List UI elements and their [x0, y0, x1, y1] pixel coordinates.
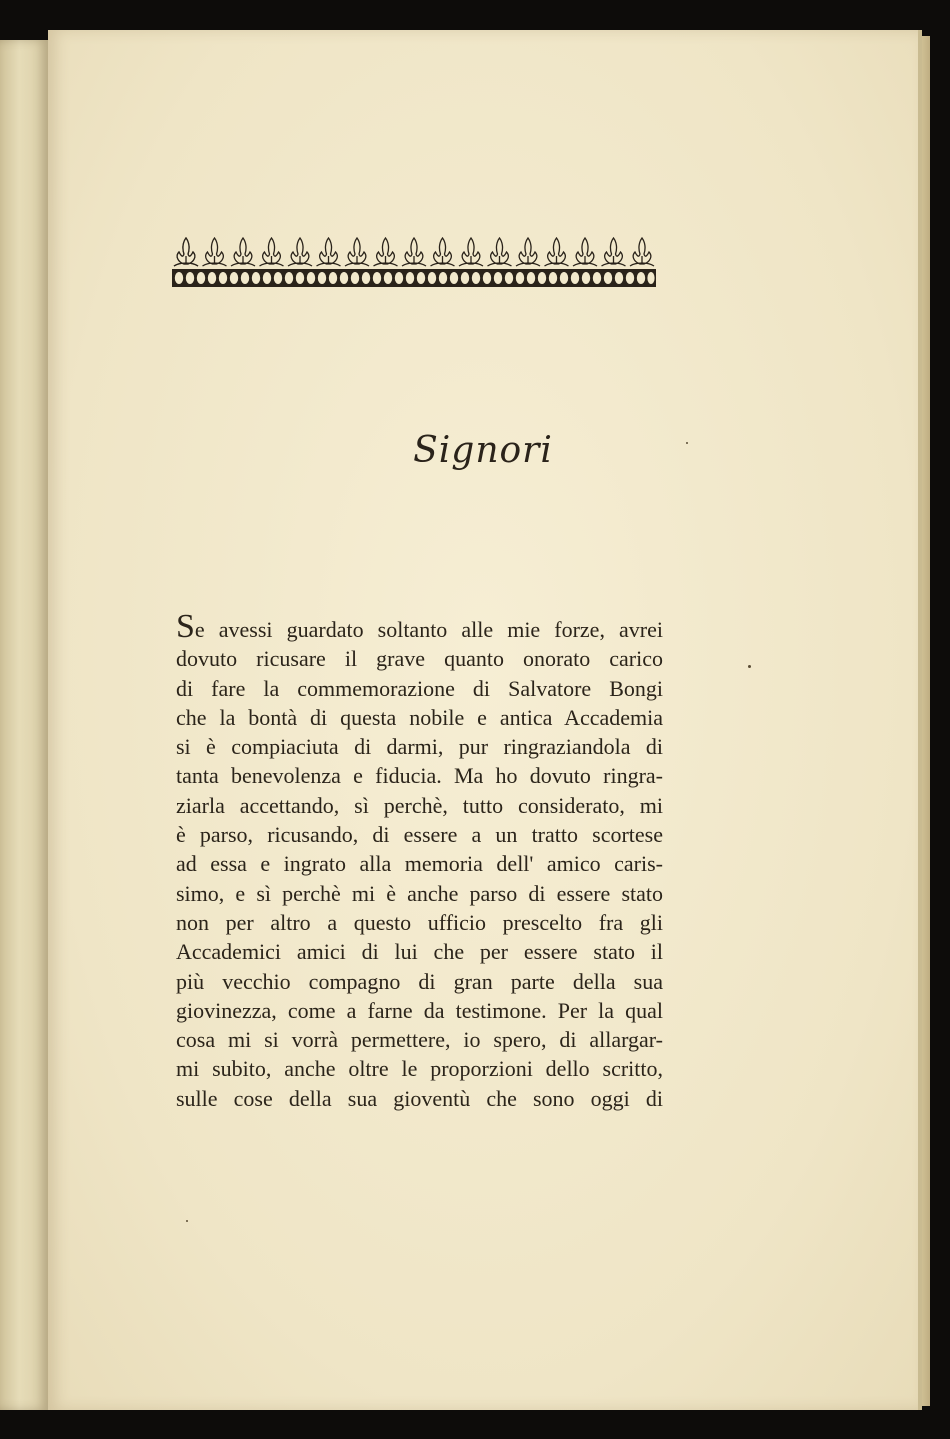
- paper-speck: [186, 1220, 188, 1222]
- text-line: ad essa e ingrato alla memoria dell' amico caris-: [176, 851, 663, 877]
- previous-page-edge: [0, 40, 50, 1410]
- paper-speck: [748, 665, 751, 668]
- text-line: mi subito, anche oltre le proporzioni dello scritto,: [176, 1056, 663, 1082]
- text-line: ziarla accettando, sì perchè, tutto considerato, mi: [176, 792, 663, 818]
- text-line: giovinezza, come a farne da testimone. Per la qual: [176, 997, 663, 1023]
- palmette-border-ornament-icon: [170, 232, 658, 290]
- first-line-text: e avessi guardato soltanto alle mie forze, avrei: [194, 617, 663, 642]
- text-line: simo, e sì perchè mi è anche parso di essere stato: [176, 880, 663, 906]
- text-line: non per altro a questo ufficio prescelto fra gli: [176, 909, 663, 935]
- book-page: [48, 30, 922, 1410]
- text-line: più vecchio compagno di gran parte della sua: [176, 968, 663, 994]
- text-line: [176, 608, 663, 645]
- page-heading: Signori: [413, 430, 553, 471]
- body-paragraph: [176, 608, 663, 1113]
- paper-speck: [686, 442, 688, 444]
- text-line: sulle cose della sua gioventù che sono oggi di: [176, 1085, 663, 1111]
- text-line: è parso, ricusando, di essere a un tratto scortese: [176, 822, 663, 848]
- text-line: cosa mi si vorrà permettere, io spero, di allargar-: [176, 1027, 663, 1053]
- text-line: tanta benevolenza e fiducia. Ma ho dovuto ringra-: [176, 763, 663, 789]
- text-line: si è compiaciuta di darmi, pur ringraziandola di: [176, 734, 663, 760]
- text-line: Accademici amici di lui che per essere stato il: [176, 939, 663, 965]
- text-line: di fare la commemorazione di Salvatore Bongi: [176, 675, 663, 701]
- drop-cap: S: [176, 608, 195, 645]
- text-line: che la bontà di questa nobile e antica Accademia: [176, 704, 663, 730]
- text-line: dovuto ricusare il grave quanto onorato carico: [176, 646, 663, 672]
